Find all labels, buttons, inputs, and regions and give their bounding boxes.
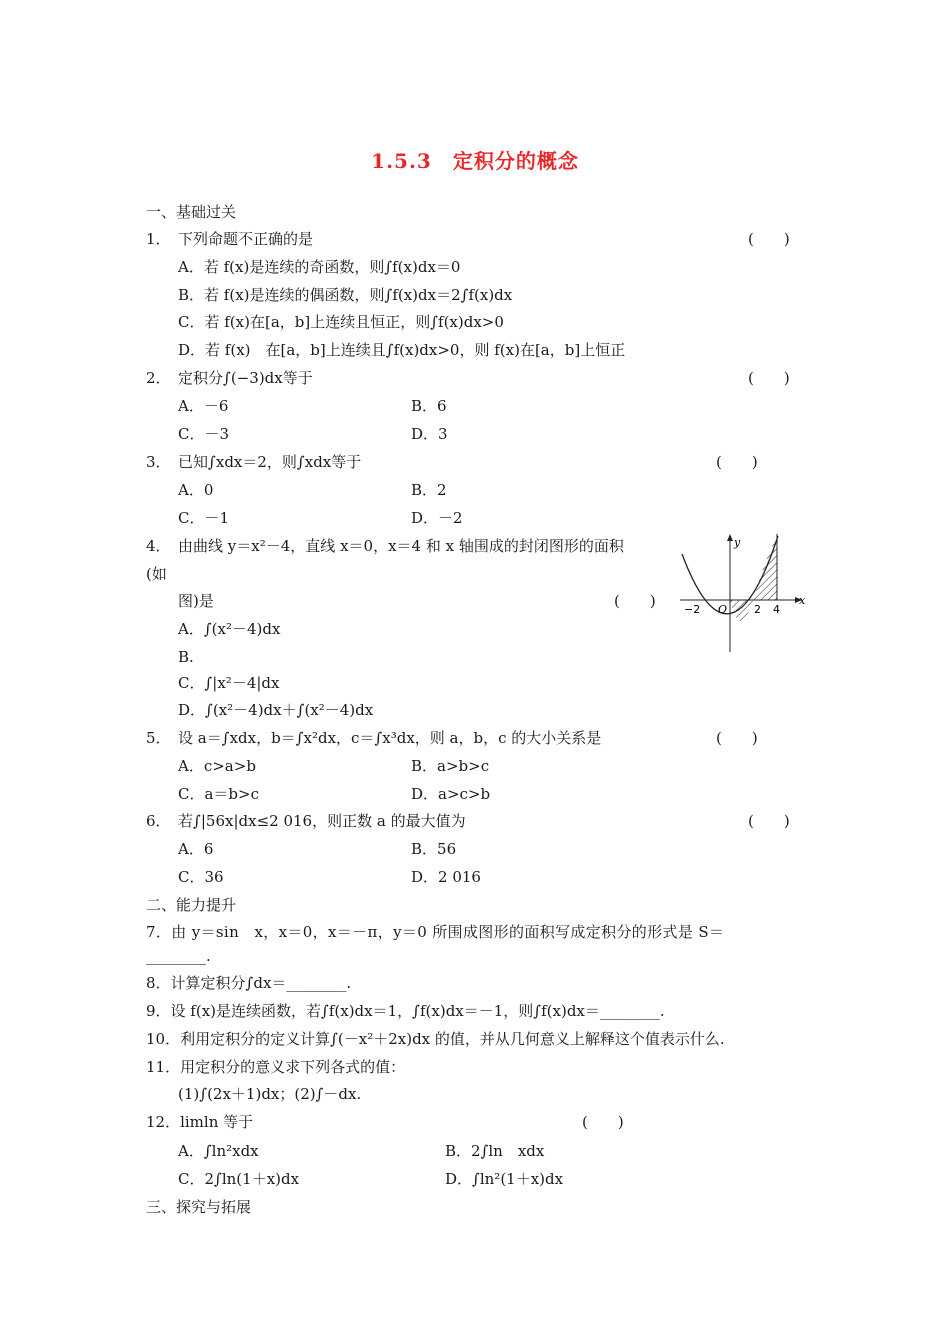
q1-option-c: C．若 f(x)在[a，b]上连续且恒正，则∫f(x)dx>0 [178, 313, 504, 331]
q12-option-a: A．∫ln²xdx [178, 1142, 259, 1160]
q6-option-c: C．36 [178, 868, 224, 886]
q6-option-a: A．6 [178, 840, 214, 858]
q4-option-a: A．∫(x²－4)dx [178, 620, 281, 638]
question-10: 10．利用定积分的定义计算∫(－x²＋2x)dx 的值，并从几何意义上解释这个值表示什么. [146, 1030, 725, 1048]
q1-option-b: B．若 f(x)是连续的偶函数，则∫f(x)dx＝2∫f(x)dx [178, 286, 513, 304]
y-axis-label: y [734, 536, 741, 549]
section-heading-basic: 一、基础过关 [146, 203, 237, 221]
question-7-line-1: 7．由 y＝sin x，x＝0，x＝－π，y＝0 所围成图形的面积写成定积分的形式是 S＝ [146, 923, 725, 941]
q3-option-b: B．2 [411, 481, 447, 499]
x-axis-label: x [799, 594, 806, 607]
q12-option-d: D．∫ln²(1＋x)dx [445, 1170, 564, 1188]
question-4-stem-end: 图)是 [178, 592, 214, 610]
q1-option-a: A．若 f(x)是连续的奇函数，则∫f(x)dx＝0 [178, 258, 461, 276]
question-6-stem: 6． 若∫|56x|dx≤2 016，则正数 a 的最大值为 [146, 812, 466, 830]
shaded-region-below-axis [730, 600, 753, 621]
tick-label-4: 4 [773, 603, 780, 616]
answer-blank-5: ( ) [716, 729, 758, 747]
origin-label: O [718, 603, 728, 616]
section-heading-ability: 二、能力提升 [146, 896, 237, 914]
answer-blank-6: ( ) [748, 812, 790, 830]
q4-option-d: D．∫(x²－4)dx＋∫(x²－4)dx [178, 701, 374, 719]
answer-blank-2: ( ) [748, 369, 790, 387]
y-axis-arrow [727, 534, 733, 541]
answer-blank-1: ( ) [748, 230, 790, 248]
question-8: 8．计算定积分∫dx＝________. [146, 974, 352, 992]
question-9: 9．设 f(x)是连续函数，若∫f(x)dx＝1，∫f(x)dx＝－1，则∫f(x)dx＝________. [146, 1002, 665, 1020]
question-11-stem: 11．用定积分的意义求下列各式的值： [146, 1058, 406, 1076]
q1-option-d: D．若 f(x) 在[a，b]上连续且∫f(x)dx>0，则 f(x)在[a，b]上恒正 [178, 341, 626, 359]
q6-option-b: B．56 [411, 840, 457, 858]
answer-blank-3: ( ) [716, 453, 758, 471]
q3-option-a: A．0 [178, 481, 214, 499]
q12-option-c: C．2∫ln(1＋x)dx [178, 1170, 300, 1188]
question-7-line-2: ________. [146, 947, 211, 965]
q3-option-d: D．－2 [411, 509, 463, 527]
question-3-stem: 3． 已知∫xdx＝2，则∫xdx等于 [146, 453, 362, 471]
q12-option-b: B．2∫ln xdx [445, 1142, 545, 1160]
q4-option-c: C．∫|x²－4|dx [178, 674, 280, 692]
question-5-stem: 5． 设 a＝∫xdx，b＝∫x²dx，c＝∫x³dx，则 a，b，c 的大小关系是 [146, 729, 602, 747]
q5-option-c: C．a＝b>c [178, 785, 259, 803]
question-11-subparts: (1)∫(2x＋1)dx；(2)∫－dx. [178, 1085, 362, 1103]
question-1-stem: 1． 下列命题不正确的是 [146, 230, 314, 248]
question-12-stem: 12．limln 等于 [146, 1113, 254, 1131]
page-title: 1.5.3 定积分的概念 [371, 149, 579, 173]
q5-option-d: D．a>c>b [411, 785, 491, 803]
question-4-stem: 4． 由曲线 y＝x²－4，直线 x＝0，x＝4 和 x 轴围成的封闭图形的面积 [146, 537, 624, 555]
section-heading-explore: 三、探究与拓展 [146, 1198, 252, 1216]
tick-label-neg2: −2 [684, 603, 701, 616]
answer-blank-12: ( ) [582, 1113, 624, 1131]
q2-option-a: A．－6 [178, 397, 229, 415]
q5-option-b: B．a>b>c [411, 757, 490, 775]
q6-option-d: D．2 016 [411, 868, 481, 886]
tick-label-2: 2 [754, 603, 761, 616]
q2-option-b: B．6 [411, 397, 447, 415]
answer-blank-4: ( ) [614, 592, 656, 610]
q2-option-d: D．3 [411, 425, 448, 443]
q4-option-b: B. [178, 648, 194, 666]
question-4-stem-cont: (如 [146, 565, 167, 583]
q2-option-c: C．－3 [178, 425, 230, 443]
q5-option-a: A．c>a>b [178, 757, 256, 775]
q3-option-c: C．－1 [178, 509, 230, 527]
parabola-area-figure [680, 532, 810, 654]
question-2-stem: 2． 定积分∫(−3)dx等于 [146, 369, 313, 387]
